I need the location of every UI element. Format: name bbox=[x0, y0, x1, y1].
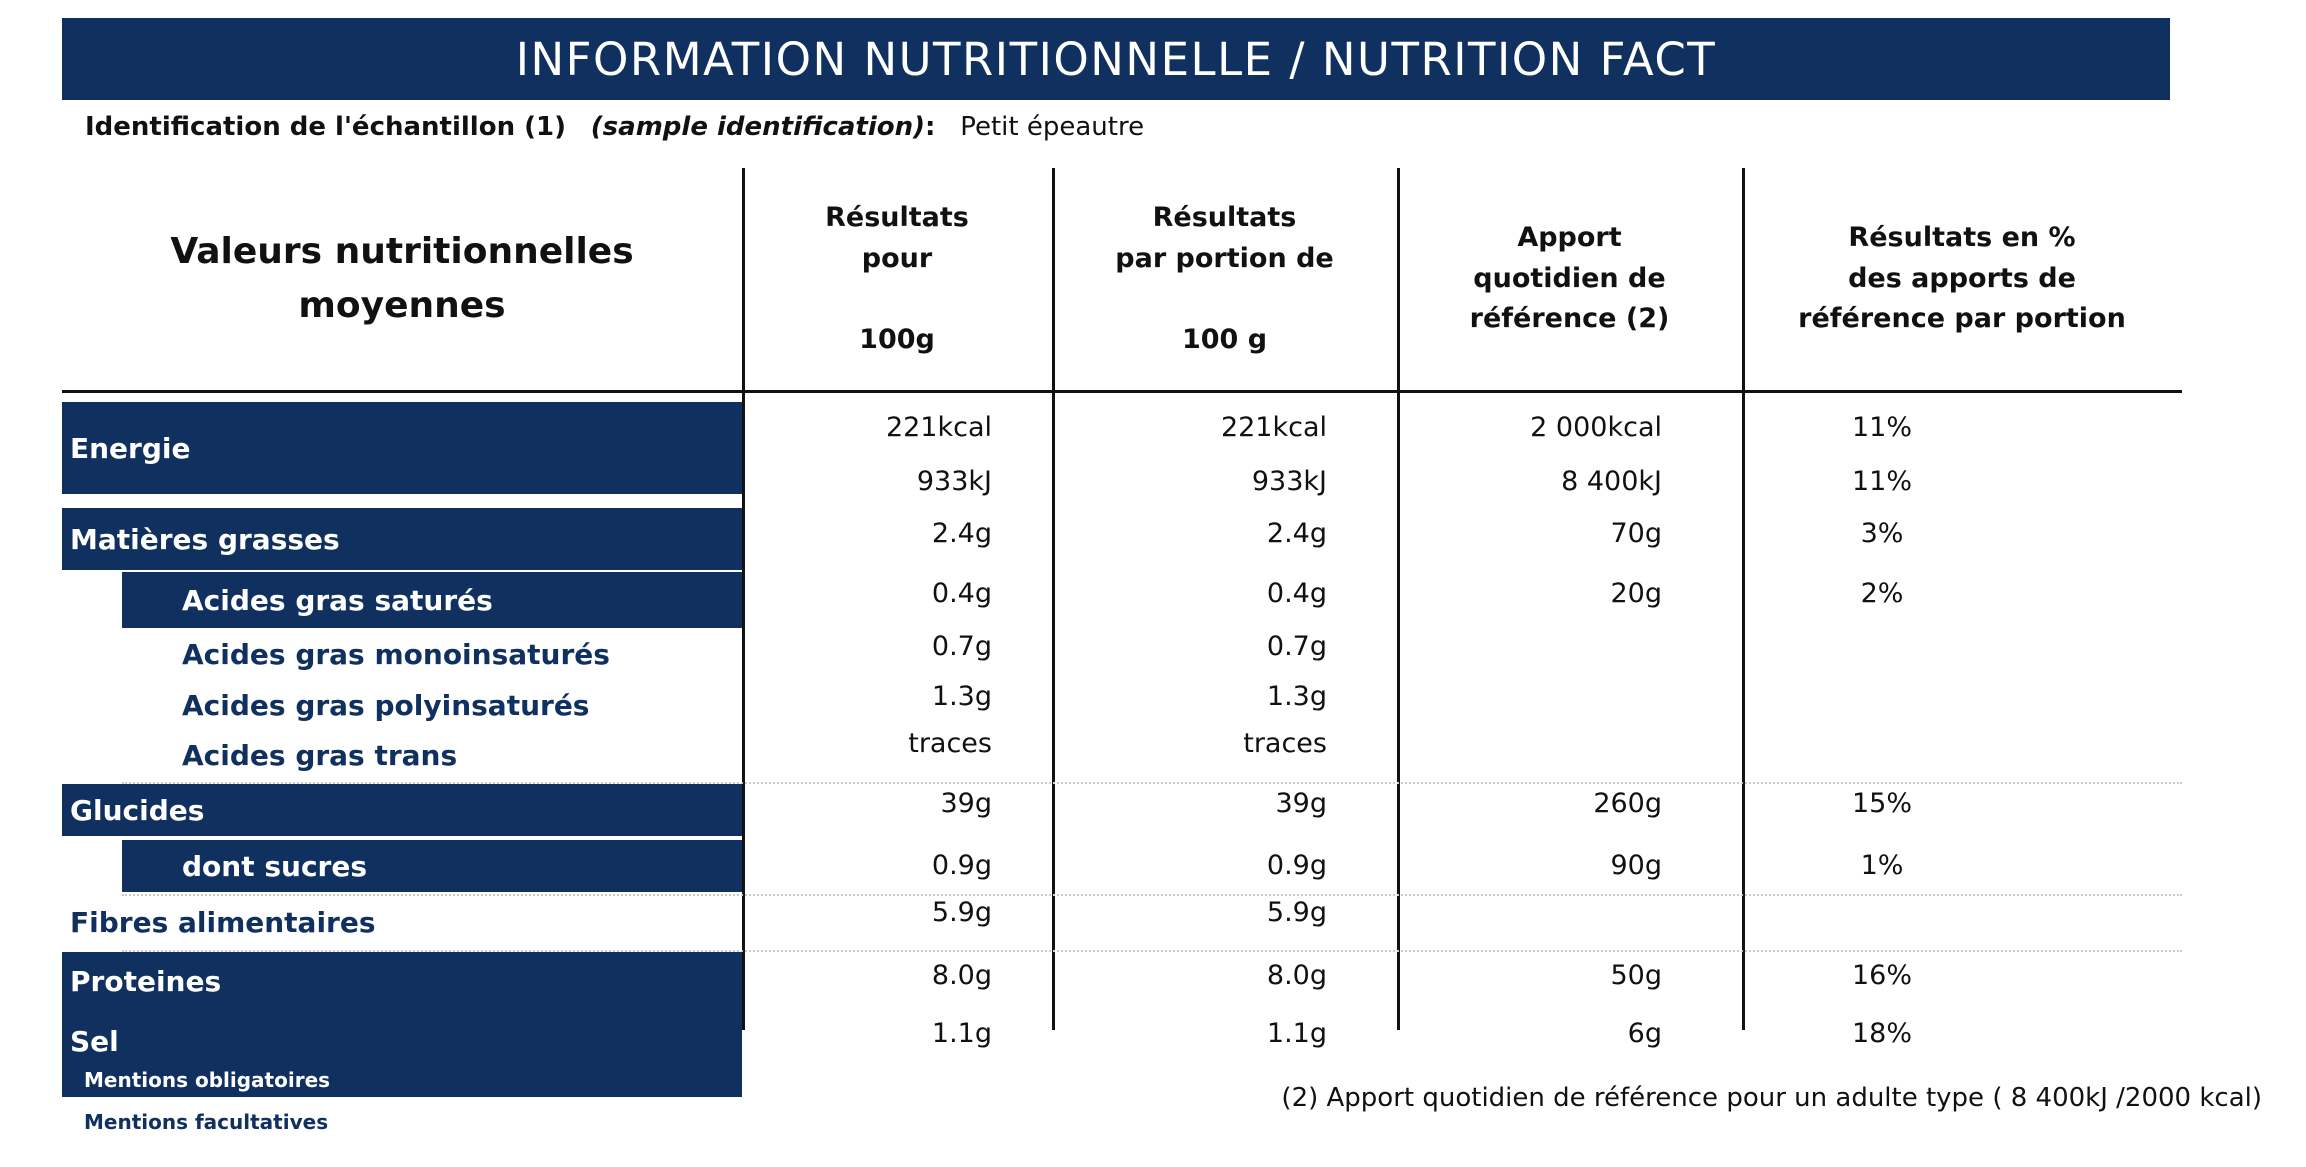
header-per-portion-line2: par portion de bbox=[1115, 242, 1334, 274]
sample-label-fr: Identification de l'échantillon (1) bbox=[85, 112, 566, 142]
row-label-matieres-grasses bbox=[62, 508, 742, 570]
footnote: (2) Apport quotidien de référence pour un adulte type ( 8 400kJ /2000 kcal) bbox=[1281, 1083, 2262, 1113]
header-reference-intake bbox=[1397, 168, 1742, 390]
cell-energie-kcal-reference: 2 000kcal bbox=[1530, 412, 1662, 443]
header-underline bbox=[62, 390, 2182, 393]
cell-glucides-percent: 15% bbox=[1851, 788, 1912, 819]
cell-dont-sucres-portion: 0.9g bbox=[1266, 850, 1327, 881]
cell-proteines-portion: 8.0g bbox=[1266, 960, 1327, 991]
cell-matieres-grasses-percent: 3% bbox=[1860, 518, 1904, 549]
cell-energie-kj-100g: 933kJ bbox=[916, 466, 992, 497]
cell-dont-sucres-100g: 0.9g bbox=[931, 850, 992, 881]
title-banner bbox=[62, 18, 2170, 100]
row-label-matieres-grasses-text: Matières grasses bbox=[70, 522, 340, 556]
table-header bbox=[62, 168, 2182, 390]
header-percent-reference bbox=[1742, 168, 2182, 390]
row-label-dont-sucres-text: dont sucres bbox=[182, 849, 368, 883]
row-label-acides-gras-trans bbox=[122, 730, 742, 780]
legend-optional bbox=[62, 1105, 742, 1139]
header-percent-line2: des apports de bbox=[1848, 262, 2076, 294]
row-label-glucides bbox=[62, 784, 742, 836]
header-per-100g-line4: 100g bbox=[859, 323, 935, 355]
cell-energie-kj-portion: 933kJ bbox=[1251, 466, 1327, 497]
cell-dont-sucres-percent: 1% bbox=[1860, 850, 1904, 881]
sample-label-en: (sample identification) bbox=[590, 112, 926, 142]
header-per-portion-line4: 100 g bbox=[1181, 323, 1268, 355]
sample-identification bbox=[85, 112, 1144, 142]
header-percent-line3: référence par portion bbox=[1798, 303, 2126, 335]
row-label-acides-gras-polyinsatures bbox=[122, 680, 742, 730]
header-percent-line1: Résultats en % bbox=[1848, 222, 2076, 254]
header-per-portion-line1: Résultats bbox=[1152, 202, 1297, 233]
cell-energie-kcal-portion: 221kcal bbox=[1220, 412, 1327, 443]
row-label-acides-gras-trans-text: Acides gras trans bbox=[182, 738, 458, 772]
cell-sel-reference: 6g bbox=[1627, 1018, 1662, 1049]
row-label-proteines bbox=[62, 952, 742, 1010]
legend-mandatory bbox=[62, 1063, 742, 1097]
legend-optional-label: Mentions facultatives bbox=[84, 1110, 329, 1134]
cell-acides-gras-monoinsatures-100g: 0.7g bbox=[931, 631, 992, 662]
header-per-100g-line1: Résultats bbox=[825, 202, 969, 233]
row-label-acides-gras-monoinsatures bbox=[122, 628, 742, 680]
cell-energie-kj-percent: 11% bbox=[1851, 466, 1912, 497]
row-label-dont-sucres bbox=[122, 840, 742, 892]
cell-glucides-100g: 39g bbox=[940, 788, 992, 819]
header-reference-line1: Apport bbox=[1517, 222, 1622, 254]
cell-energie-kj-reference: 8 400kJ bbox=[1561, 466, 1662, 497]
cell-acides-gras-satures-portion: 0.4g bbox=[1266, 578, 1327, 609]
cell-sel-percent: 18% bbox=[1851, 1018, 1912, 1049]
cell-dont-sucres-reference: 90g bbox=[1610, 850, 1662, 881]
row-label-fibres-alimentaires bbox=[62, 896, 742, 948]
cell-glucides-reference: 260g bbox=[1593, 788, 1662, 819]
cell-proteines-100g: 8.0g bbox=[931, 960, 992, 991]
row-label-glucides-text: Glucides bbox=[70, 793, 205, 827]
cell-matieres-grasses-100g: 2.4g bbox=[931, 518, 992, 549]
cell-sel-100g: 1.1g bbox=[931, 1018, 992, 1049]
cell-energie-kcal-100g: 221kcal bbox=[885, 412, 992, 443]
cell-proteines-percent: 16% bbox=[1851, 960, 1912, 991]
nutrition-table bbox=[62, 168, 2182, 1088]
header-nutrients-line1: Valeurs nutritionnelles bbox=[170, 231, 634, 272]
cell-acides-gras-satures-100g: 0.4g bbox=[931, 578, 992, 609]
cell-acides-gras-trans-100g: traces bbox=[908, 728, 992, 759]
header-per-portion-line3 bbox=[1052, 279, 1397, 320]
sample-value: Petit épeautre bbox=[960, 112, 1145, 142]
cell-fibres-alimentaires-portion: 5.9g bbox=[1266, 897, 1327, 928]
cell-fibres-alimentaires-100g: 5.9g bbox=[931, 897, 992, 928]
row-label-energie-text: Energie bbox=[70, 431, 191, 465]
row-label-acides-gras-satures-text: Acides gras saturés bbox=[182, 583, 493, 617]
cell-acides-gras-polyinsatures-portion: 1.3g bbox=[1266, 681, 1327, 712]
cell-glucides-portion: 39g bbox=[1275, 788, 1327, 819]
row-label-proteines-text: Proteines bbox=[70, 964, 222, 998]
header-nutrients bbox=[62, 168, 742, 390]
cell-acides-gras-polyinsatures-100g: 1.3g bbox=[931, 681, 992, 712]
header-reference-line3: référence (2) bbox=[1469, 303, 1670, 335]
row-label-acides-gras-polyinsatures-text: Acides gras polyinsaturés bbox=[182, 688, 590, 722]
legend-mandatory-label: Mentions obligatoires bbox=[84, 1068, 331, 1092]
header-reference-line2: quotidien de bbox=[1473, 262, 1666, 294]
page-title: INFORMATION NUTRITIONNELLE / NUTRITION FACT bbox=[515, 32, 1717, 86]
header-per-portion bbox=[1052, 168, 1397, 390]
cell-proteines-reference: 50g bbox=[1610, 960, 1662, 991]
header-per-100g bbox=[742, 168, 1052, 390]
row-label-fibres-alimentaires-text: Fibres alimentaires bbox=[70, 905, 376, 939]
cell-acides-gras-monoinsatures-portion: 0.7g bbox=[1266, 631, 1327, 662]
row-label-energie bbox=[62, 402, 742, 494]
cell-acides-gras-satures-percent: 2% bbox=[1860, 578, 1904, 609]
legend bbox=[62, 1063, 742, 1139]
cell-acides-gras-trans-portion: traces bbox=[1243, 728, 1327, 759]
row-label-acides-gras-monoinsatures-text: Acides gras monoinsaturés bbox=[182, 637, 610, 671]
row-label-sel-text: Sel bbox=[70, 1024, 119, 1058]
header-per-100g-line3 bbox=[742, 279, 1052, 320]
header-per-100g-line2: pour bbox=[861, 242, 933, 274]
header-nutrients-line2: moyennes bbox=[298, 285, 506, 326]
cell-energie-kcal-percent: 11% bbox=[1851, 412, 1912, 443]
row-label-acides-gras-satures bbox=[122, 572, 742, 628]
sample-separator: : bbox=[925, 112, 936, 142]
cell-matieres-grasses-portion: 2.4g bbox=[1266, 518, 1327, 549]
cell-matieres-grasses-reference: 70g bbox=[1610, 518, 1662, 549]
cell-acides-gras-satures-reference: 20g bbox=[1610, 578, 1662, 609]
cell-sel-portion: 1.1g bbox=[1266, 1018, 1327, 1049]
